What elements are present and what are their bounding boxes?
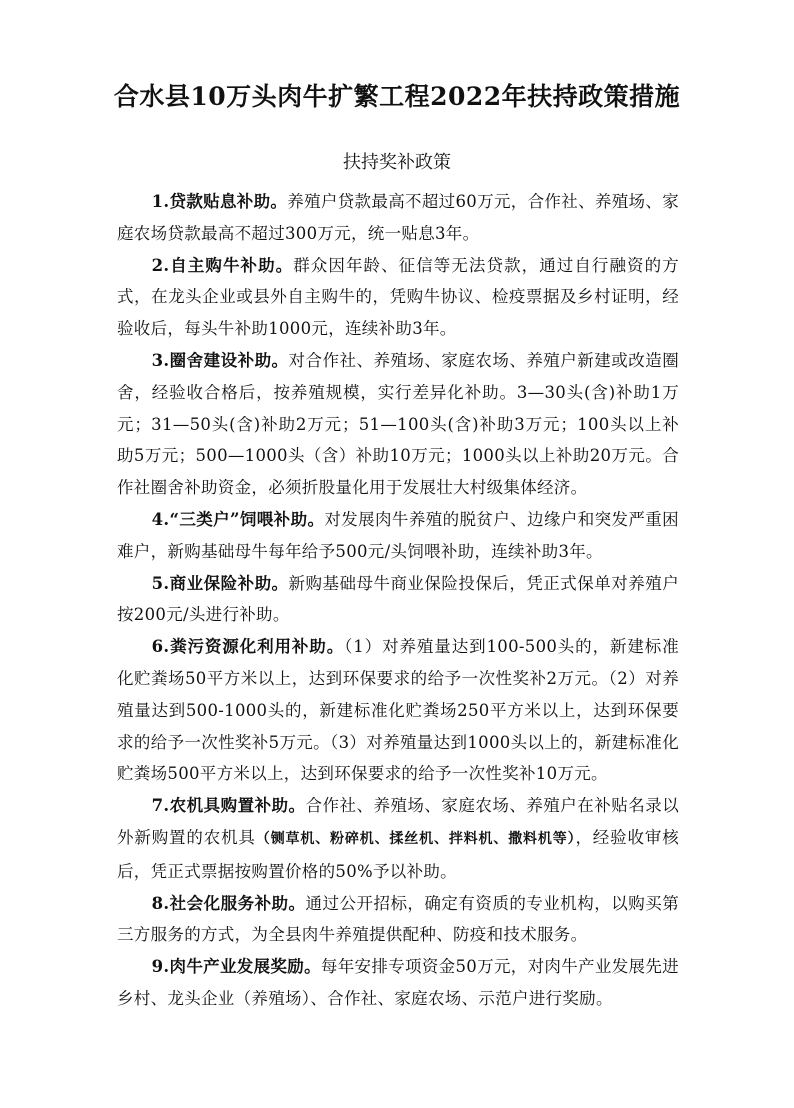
policy-list [117,186,679,1015]
policy-item-body: 群众因年龄、征信等无法贷款，通过自行融资的方式，在龙头企业或县外自主购牛的，凭购牛协议、检疫票据及乡村证明，经验收后，每头牛补助1000元，连续补助3年。 [117,255,679,339]
policy-item-heading: 5.商业保险补助。 [151,573,289,593]
policy-item-body: 每年安排专项资金50万元，对肉牛产业发展先进乡村、龙头企业（养殖场）、合作社、家庭农场、示范户进行奖励。 [117,957,679,1008]
policy-item-heading: 1.贷款贴息补助。 [151,192,288,211]
document-title: 合水县10万头肉牛扩繁工程2022年扶持政策措施 [113,82,681,111]
policy-item-industry-award [117,951,679,1015]
policy-item-social-services [117,888,679,952]
policy-item-heading: 4.“三类户”饲喂补助。 [151,509,325,529]
policy-item-manure-utilization [117,631,679,790]
policy-item-body-end: ，经验收审核后，凭正式票据按购置价格的50%予以补助。 [117,827,679,881]
policy-item-heading: 7.农机具购置补助。 [151,796,306,816]
policy-item-loan-interest [117,186,679,250]
policy-item-self-purchase [117,250,679,345]
policy-item-heading: 6.粪污资源化利用补助。 [151,637,345,657]
policy-item-insurance [117,568,679,632]
policy-item-barn-construction [117,345,679,504]
section-heading: 扶持奖补政策 [343,152,451,173]
machinery-examples: （铡草机、粉碎机、揉丝机、拌料机、撒料机等） [255,830,576,847]
policy-item-body: 新购基础母牛商业保险投保后，凭正式保单对养殖户按200元/头进行补助。 [117,573,679,625]
policy-item-feeding-subsidy [117,504,679,568]
policy-item-machinery [117,790,679,887]
policy-item-heading: 9.肉牛产业发展奖励。 [151,957,321,977]
policy-item-heading: 2.自主购牛补助。 [151,255,294,275]
policy-item-body: 对合作社、养殖场、家庭农场、养殖户新建或改造圈舍，经验收合格后，按养殖规模，实行差异化补助。3—30头(含)补助1万元；31—50头(含)补助2万元；51—100头(含)补助3万元；100头以上补助5万元；500—1000头（含）补助10万元；1000头以上补助20万元。合作社圈舍补助资金，必须折股量化用于发展壮大村级集体经济。 [117,350,679,498]
policy-item-body: 养殖户贷款最高不超过60万元，合作社、养殖场、家庭农场贷款最高不超过300万元，统一贴息3年。 [117,192,679,243]
policy-item-heading: 3.圈舍建设补助。 [151,350,289,370]
policy-item-body: 通过公开招标，确定有资质的专业机构，以购买第三方服务的方式，为全县肉牛养殖提供配种、防疫和技术服务。 [117,893,679,945]
policy-item-body: （1）对养殖量达到100-500头的，新建标准化贮粪场50平方米以上，达到环保要求的给予一次性奖补2万元。（2）对养殖量达到500-1000头的，新建标准化贮粪场250平方米以上，达到环保要求的给予一次性奖补5万元。（3）对养殖量达到1000头以上的，新建标准化贮粪场500平方米以上，达到环保要求的给予一次性奖补10万元。 [117,637,680,784]
policy-item-heading: 8.社会化服务补助。 [151,893,306,913]
policy-item-body: 对发展肉牛养殖的脱贫户、边缘户和突发严重困难户，新购基础母牛每年给予500元/头饲喂补助，连续补助3年。 [117,509,679,561]
policy-item-body: 合作社、养殖场、家庭农场、养殖户在补贴名录以外新购置的农机具 [117,796,679,847]
